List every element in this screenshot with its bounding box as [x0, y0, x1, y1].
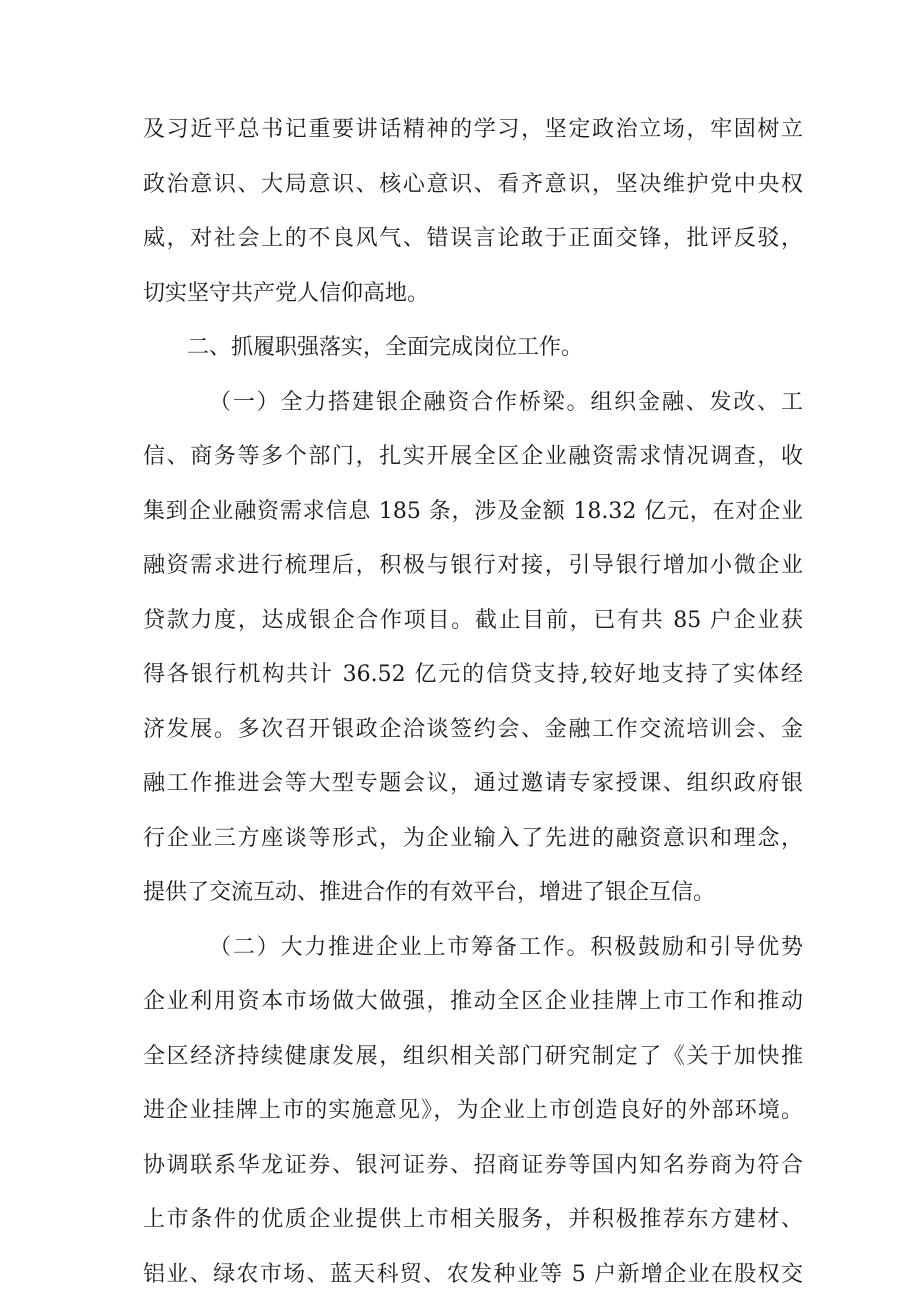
text-line: 威，对社会上的不良风气、错误言论敢于正面交锋，批评反驳， [143, 212, 803, 267]
text-line: 集到企业融资需求信息 185 条，涉及金额 18.32 亿元，在对企业 [143, 485, 803, 540]
text-line: 贷款力度，达成银企合作项目。截止目前，已有共 85 户企业获 [143, 594, 803, 649]
text-line: 全区经济持续健康发展，组织相关部门研究制定了《关于加快推 [143, 1030, 803, 1085]
subsection-heading-line: （二）大力推进企业上市筹备工作。积极鼓励和引导优势 [143, 921, 803, 976]
document-body [143, 103, 803, 1302]
text-line: 政治意识、大局意识、核心意识、看齐意识，坚决维护党中央权 [143, 158, 803, 213]
text-line: 进企业挂牌上市的实施意见》，为企业上市创造良好的外部环境。 [143, 1084, 803, 1139]
text-line: 融资需求进行梳理后，积极与银行对接，引导银行增加小微企业 [143, 539, 803, 594]
text-line: 信、商务等多个部门，扎实开展全区企业融资需求情况调查，收 [143, 430, 803, 485]
section-heading: 二、抓履职强落实，全面完成岗位工作。 [143, 321, 803, 376]
subsection-heading-line: （一）全力搭建银企融资合作桥梁。组织金融、发改、工 [143, 376, 803, 431]
text-line: 及习近平总书记重要讲话精神的学习，坚定政治立场，牢固树立 [143, 103, 803, 158]
text-line: 切实坚守共产党人信仰高地。 [143, 267, 803, 322]
text-line: 协调联系华龙证券、银河证券、招商证券等国内知名券商为符合 [143, 1139, 803, 1194]
text-line: 融工作推进会等大型专题会议，通过邀请专家授课、组织政府银 [143, 757, 803, 812]
text-line: 济发展。多次召开银政企洽谈签约会、金融工作交流培训会、金 [143, 703, 803, 758]
text-line: 上市条件的优质企业提供上市相关服务，并积极推荐东方建材、 [143, 1193, 803, 1248]
text-line: 企业利用资本市场做大做强，推动全区企业挂牌上市工作和推动 [143, 975, 803, 1030]
text-line: 提供了交流互动、推进合作的有效平台，增进了银企互信。 [143, 866, 803, 921]
text-line: 得各银行机构共计 36.52 亿元的信贷支持,较好地支持了实体经 [143, 648, 803, 703]
text-line: 行企业三方座谈等形式，为企业输入了先进的融资意识和理念， [143, 812, 803, 867]
text-line: 铝业、绿农市场、蓝天科贸、农发种业等 5 户新增企业在股权交 [143, 1248, 803, 1302]
